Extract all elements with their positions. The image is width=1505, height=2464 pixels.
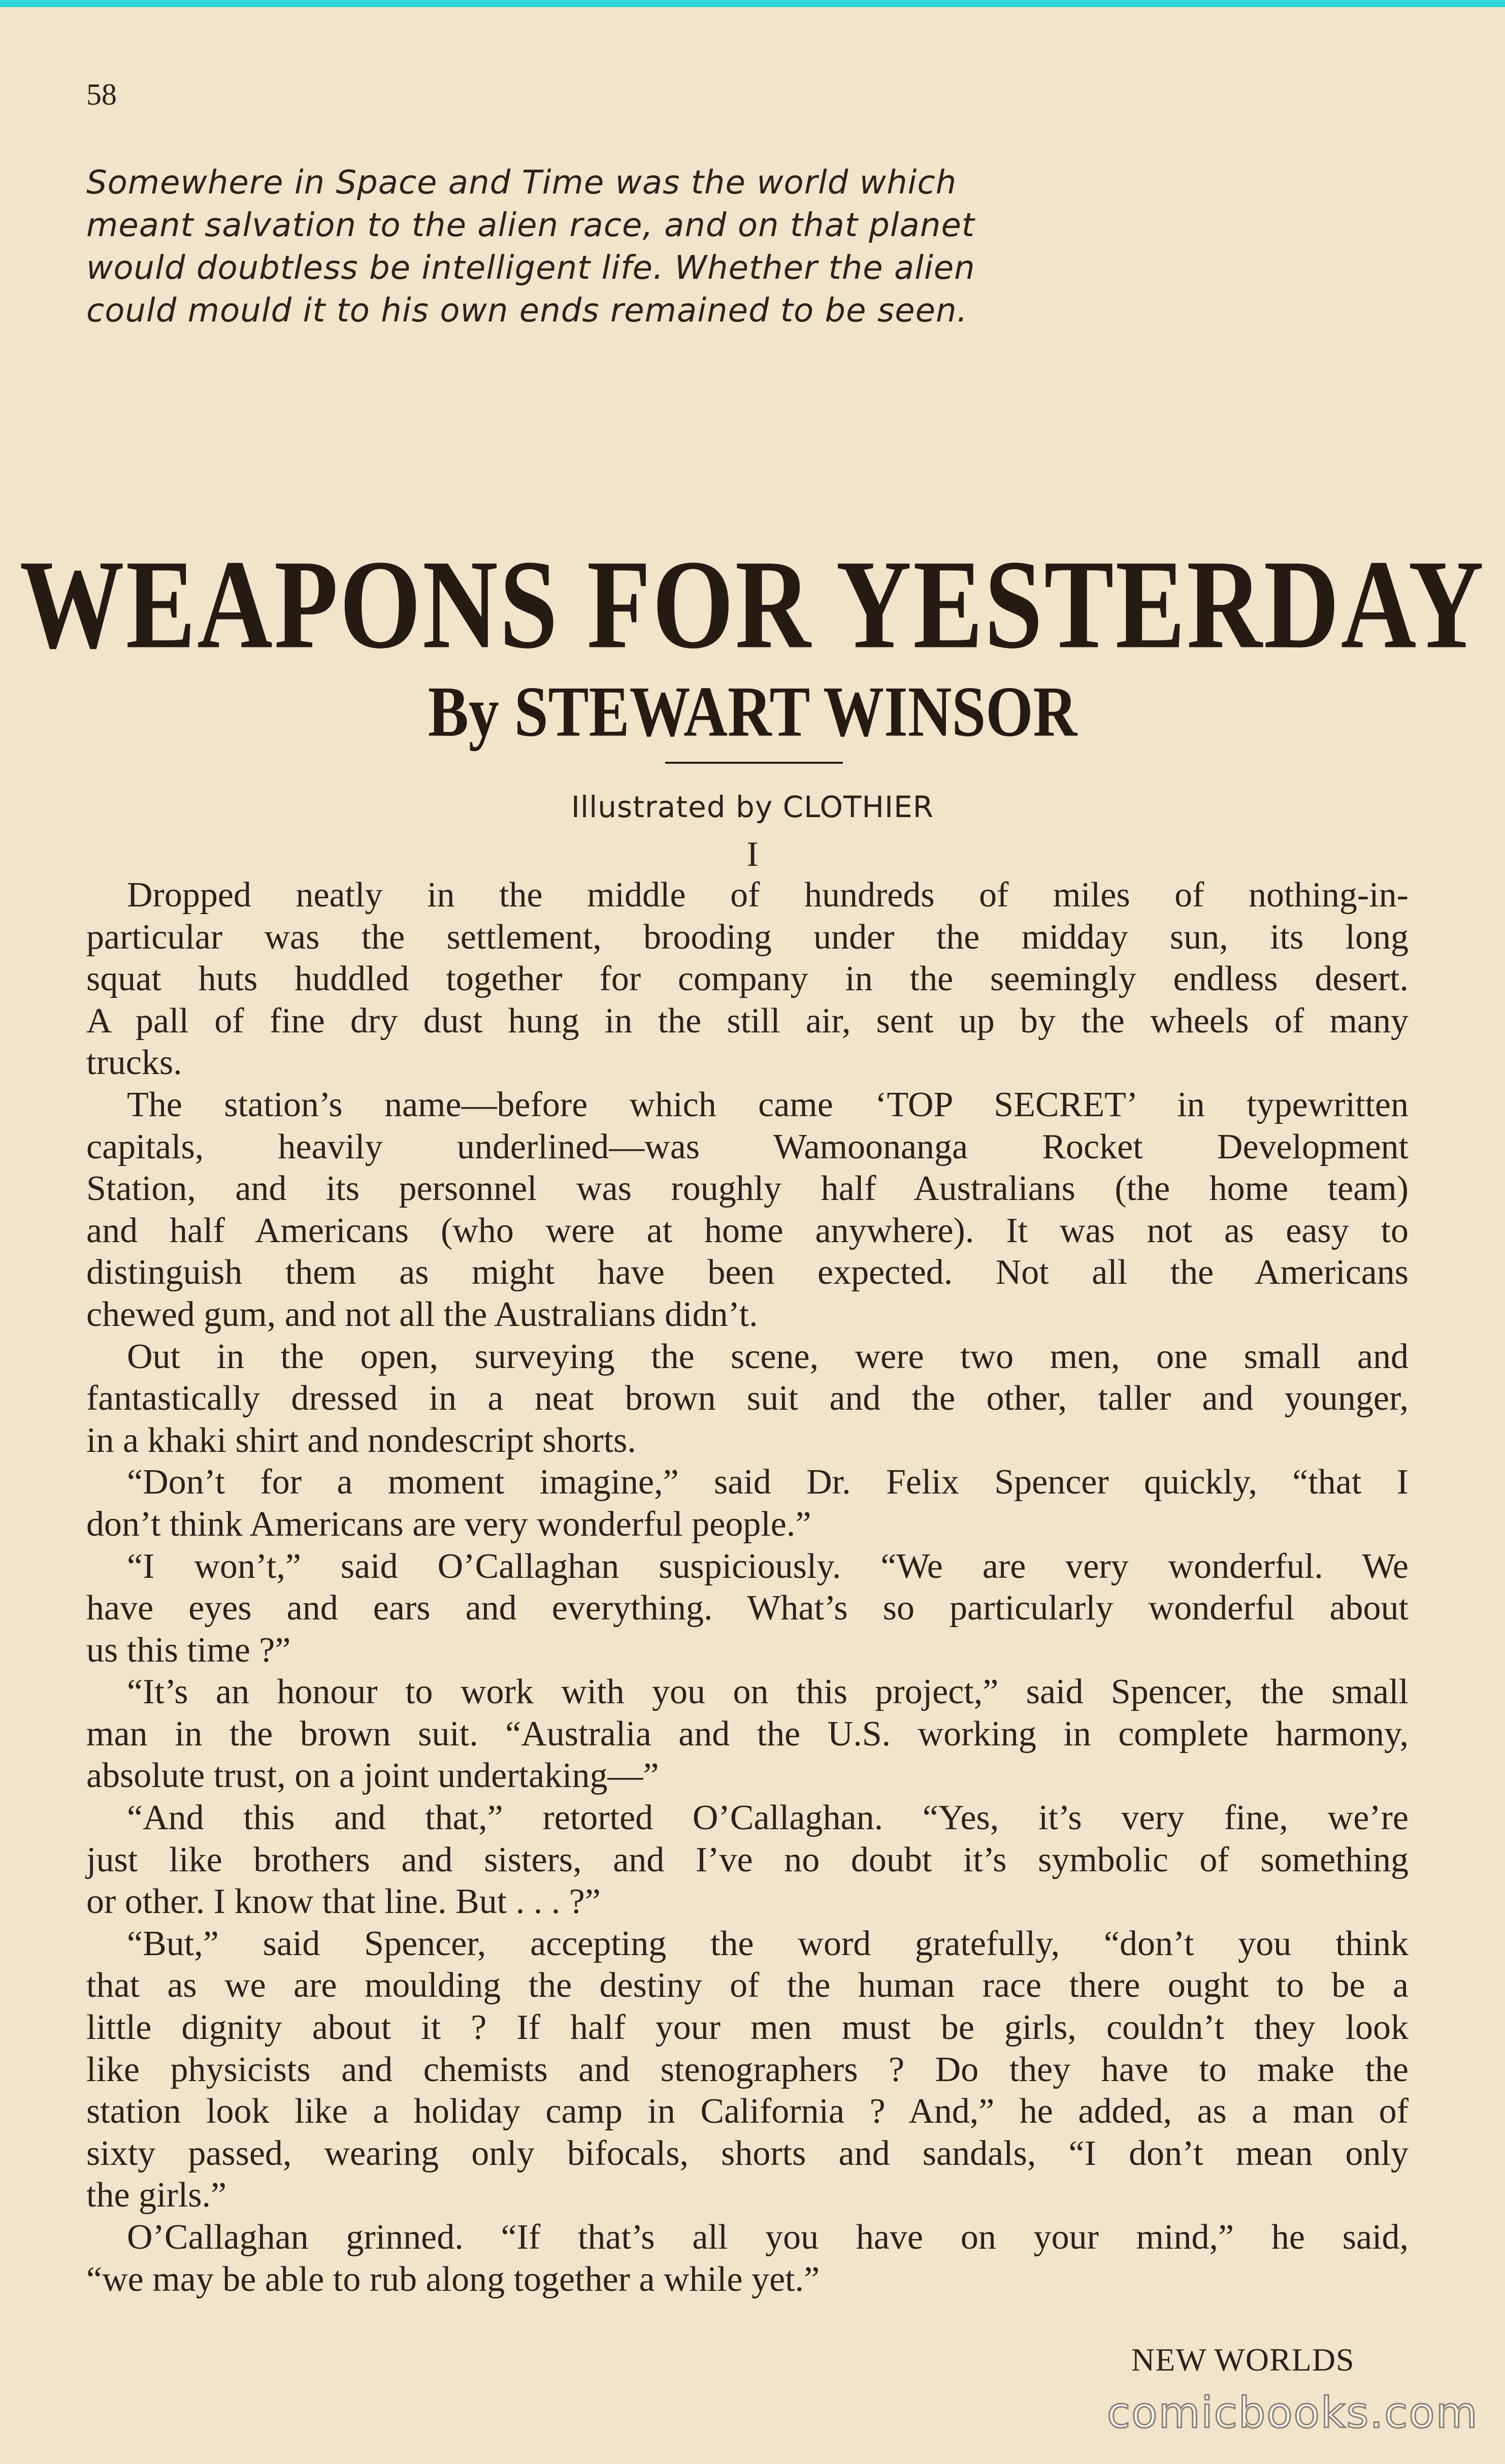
text-line: Station, and its personnel was roughly half Australians (the home team) [86,1169,1409,1209]
intro-line: would doubtless be intelligent life. Whether the alien [86,249,975,287]
illustrator-credit: Illustrated by CLOTHIER [571,790,934,824]
text-line: particular was the settlement, brooding under the midday sun, its long [86,917,1409,957]
byline: By STEWART WINSOR [428,671,1077,752]
paragraph [86,1084,1409,1336]
text-line: or other. I know that line. But . . . ?” [86,1882,601,1922]
text-line: “And this and that,” retorted O’Callaghan. “Yes, it’s very fine, we’re [127,1798,1409,1838]
text-line: “It’s an honour to work with you on this project,” said Spencer, the small [127,1672,1409,1712]
chapter-number: I [746,835,759,874]
story-title: WEAPONS FOR YESTERDAY [19,533,1486,675]
page-number: 58 [86,78,117,111]
text-line: “But,” said Spencer, accepting the word gratefully, “don’t you think [127,1924,1409,1963]
text-line: just like brothers and sisters, and I’ve no doubt it’s symbolic of something [86,1840,1409,1879]
paragraph [86,1336,1409,1462]
text-line: “I won’t,” said O’Callaghan suspiciously. “We are very wonderful. We [127,1546,1409,1586]
text-line: have eyes and ears and everything. What’s so particularly wonderful about [86,1588,1409,1628]
paragraph [86,1671,1409,1797]
magazine-footer: NEW WORLDS [1131,2342,1355,2378]
text-line: The station’s name—before which came ‘TOP SECRET’ in typewritten [127,1085,1409,1124]
paragraph [86,1462,1409,1545]
text-line: that as we are moulding the destiny of the human race there ought to be a [86,1966,1409,2005]
paragraph [86,1546,1409,1672]
text-line: and half Americans (who were at home anywhere). It was not as easy to [86,1211,1409,1250]
text-line: distinguish them as might have been expected. Not all the Americans [86,1253,1409,1292]
intro-blurb [86,161,1031,332]
text-line: Out in the open, surveying the scene, were two men, one small and [127,1337,1409,1376]
text-line: little dignity about it ? If half your men must be girls, couldn’t they look [86,2008,1409,2048]
text-line: Dropped neatly in the middle of hundreds of miles of nothing-in- [127,876,1409,915]
text-line: “Don’t for a moment imagine,” said Dr. Felix Spencer quickly, “that I [127,1463,1409,1502]
intro-line: meant salvation to the alien race, and on that planet [86,207,975,244]
paragraph [86,1923,1409,2217]
text-line: us this time ?” [86,1630,291,1670]
text-line: A pall of fine dry dust hung in the still air, sent up by the wheels of many [86,1001,1409,1041]
text-line: trucks. [86,1043,182,1083]
text-line: man in the brown suit. “Australia and the U.S. working in complete harmony, [86,1714,1409,1754]
text-line: like physicists and chemists and stenographers ? Do they have to make the [86,2050,1409,2089]
intro-line: could mould it to his own ends remained to be seen. [86,292,968,330]
text-line: absolute trust, on a joint undertaking—” [86,1756,659,1796]
intro-line: Somewhere in Space and Time was the world which [86,164,957,202]
text-line: chewed gum, and not all the Australians didn’t. [86,1294,758,1334]
title-divider [665,762,843,764]
story-body [86,874,1409,2300]
text-line: the girls.” [86,2176,227,2215]
text-line: squat huts huddled together for company in the seemingly endless desert. [86,959,1409,999]
text-line: fantastically dressed in a neat brown suit and the other, taller and younger, [86,1379,1409,1418]
text-line: station look like a holiday camp in California ? And,” he added, as a man of [86,2092,1409,2131]
text-line: in a khaki shirt and nondescript shorts. [86,1420,636,1460]
text-line: capitals, heavily underlined—was Wamoonanga Rocket Development [86,1127,1409,1166]
text-line: sixty passed, wearing only bifocals, shorts and sandals, “I don’t mean only [86,2133,1409,2173]
top-edge-strip [0,0,1505,7]
paragraph [86,874,1409,1084]
text-line: O’Callaghan grinned. “If that’s all you have on your mind,” he said, [127,2218,1409,2257]
paragraph [86,1797,1409,1923]
paragraph [86,2217,1409,2300]
text-line: don’t think Americans are very wonderful people.” [86,1504,811,1544]
text-line: “we may be able to rub along together a while yet.” [86,2259,820,2299]
watermark: comicbooks.com [1107,2388,1479,2438]
